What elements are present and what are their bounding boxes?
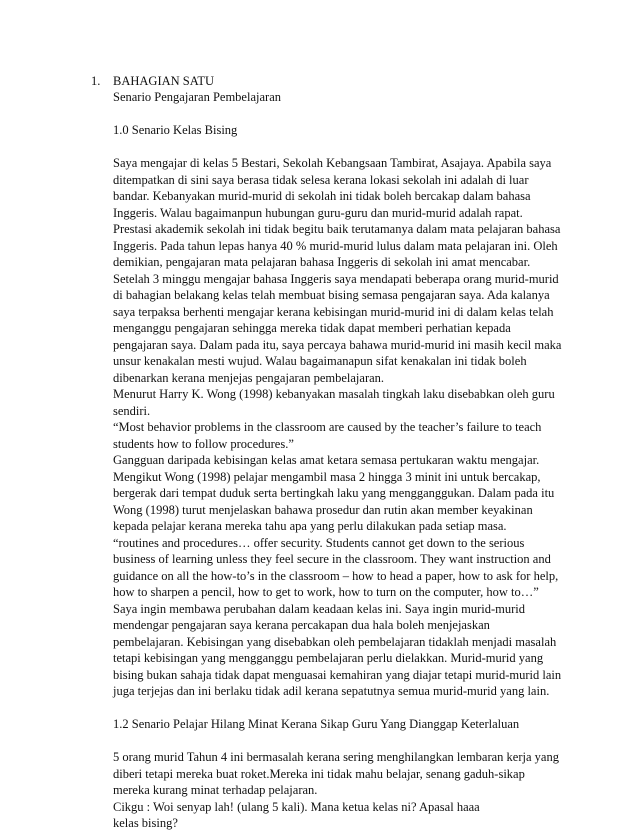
text-line: business of learning unless they feel secure in the classroom. They want instruction and <box>113 552 551 566</box>
text-line: Inggeris. Pada tahun lepas hanya 40 % murid-murid lulus dalam mata pelajaran ini. Oleh <box>113 238 558 253</box>
section-number: 1. <box>91 74 101 88</box>
text-line: saya terpaksa berhenti mengajar kerana kebisingan murid-murid ini di dalam kelas telah <box>113 304 554 319</box>
text-line: “Most behavior problems in the classroom are caused by the teacher’s failure to teach <box>113 420 542 434</box>
section-subtitle: Senario Pengajaran Pembelajaran <box>113 90 281 104</box>
paragraph-block-2 <box>113 749 583 832</box>
text-line: Menurut Harry K. Wong (1998) kebanyakan masalah tingkah laku disebabkan oleh guru <box>113 387 555 401</box>
paragraph-block-1 <box>113 155 583 700</box>
text-line: demikian, pengajaran mata pelajaran bahasa Inggeris di sekolah ini amat mencabar. <box>113 255 531 269</box>
text-line: di bahagian belakang kelas telah membuat bising semasa pengajaran saya. Ada kalanya <box>113 288 550 302</box>
text-line: ditempatkan di sini saya berasa tidak selesa kerana lokasi sekolah ini adalah di luar <box>113 172 529 187</box>
text-line: Prestasi akademik sekolah ini tidak begitu baik terutamanya dalam mata pelajaran bahasa <box>113 222 561 236</box>
text-line: tetapi kebisingan yang mengganggu pembelajaran perlu dielakkan. Murid-murid yang <box>113 651 544 665</box>
text-line: bising bukan sahaja tidak dapat menguasai kemahiran yang diajar tetapi murid-murid lain <box>113 667 562 682</box>
text-line: Inggeris. Walau bagaimanpun hubungan guru-guru dan murid-murid adalah rapat. <box>113 205 523 220</box>
subsection-title: 1.2 Senario Pelajar Hilang Minat Kerana Sikap Guru Yang Dianggap Keterlaluan <box>113 717 520 731</box>
text-line: Setelah 3 minggu mengajar bahasa Inggeris saya mendapati beberapa orang murid-murid <box>113 271 559 286</box>
text-line: bergerak dari tempat duduk serta bertingkah laku yang mengganggukan. Dalam pada itu <box>113 486 555 500</box>
text-line: 5 orang murid Tahun 4 ini bermasalah kerana sering menghilangkan lembaran kerja yang <box>113 750 559 764</box>
section-title: BAHAGIAN SATU <box>113 74 215 88</box>
text-line: menganggu pengajaran sehingga mereka tidak dapat memberi perhatian kepada <box>113 321 511 335</box>
text-line: diberi tetapi mereka buat roket.Mereka ini tidak mahu belajar, senang gaduh-sikap <box>113 766 525 781</box>
text-line: “routines and procedures… offer security. Students cannot get down to the serious <box>113 535 525 550</box>
text-line: Gangguan daripada kebisingan kelas amat ketara semasa pertukaran waktu mengajar. <box>113 453 540 467</box>
text-line: unsur kenakalan mesti wujud. Walau bagaimanapun sifat kenakalan ini tidak boleh <box>113 354 527 368</box>
text-line: bandar. Kebanyakan murid-murid di sekolah ini tidak boleh bercakap dalam bahasa <box>113 189 531 203</box>
text-line: Wong (1998) turut menjelaskan bahawa prosedur dan rutin akan member keyakinan <box>113 502 533 517</box>
text-line: pembelajaran. Kebisingan yang disebabkan oleh pembelajaran tidaklah menjadi masalah <box>113 634 557 649</box>
text-line: how to sharpen a pencil, how to get to work, how to turn on the computer, how to…” <box>113 585 539 599</box>
text-line: Cikgu : Woi senyap lah! (ulang 5 kali). Mana ketua kelas ni? Apasal haaa <box>113 799 480 814</box>
text-line: sendiri. <box>113 403 151 418</box>
text-line: Saya mengajar di kelas 5 Bestari, Sekolah Kebangsaan Tambirat, Asajaya. Apabila saya <box>113 156 552 170</box>
text-line: guidance on all the how-to’s in the classroom – how to head a paper, how to ask for help, <box>113 568 559 583</box>
text-line: pengajaran saya. Dalam pada itu, saya percaya bahawa murid-murid ini masih kecil maka <box>113 337 562 352</box>
text-line: Saya ingin membawa perubahan dalam keadaan kelas ini. Saya ingin murid-murid <box>113 601 526 616</box>
subsection-title: 1.0 Senario Kelas Bising <box>113 123 238 137</box>
text-line: kepada pelajar kerana mereka tahu apa yang perlu dilakukan pada setiap masa. <box>113 519 507 533</box>
text-line: juga terjejas dan ini berlaku tidak adil kerana sepatutnya semua murid-murid yang lain. <box>113 684 550 698</box>
document-body <box>113 89 583 832</box>
text-line: mendengar pengajaran saya kerana percakapan dua hala boleh menjejaskan <box>113 618 490 632</box>
text-line: dibenarkan kerana menjejas pengajaran pembelajaran. <box>113 370 385 385</box>
text-line: students how to follow procedures.” <box>113 436 294 451</box>
text-line: mereka kurang minat terhadap pelajaran. <box>113 783 318 797</box>
text-line: kelas bising? <box>113 816 178 830</box>
text-line: Mengikut Wong (1998) pelajar mengambil masa 2 hingga 3 minit ini untuk bercakap, <box>113 469 541 484</box>
